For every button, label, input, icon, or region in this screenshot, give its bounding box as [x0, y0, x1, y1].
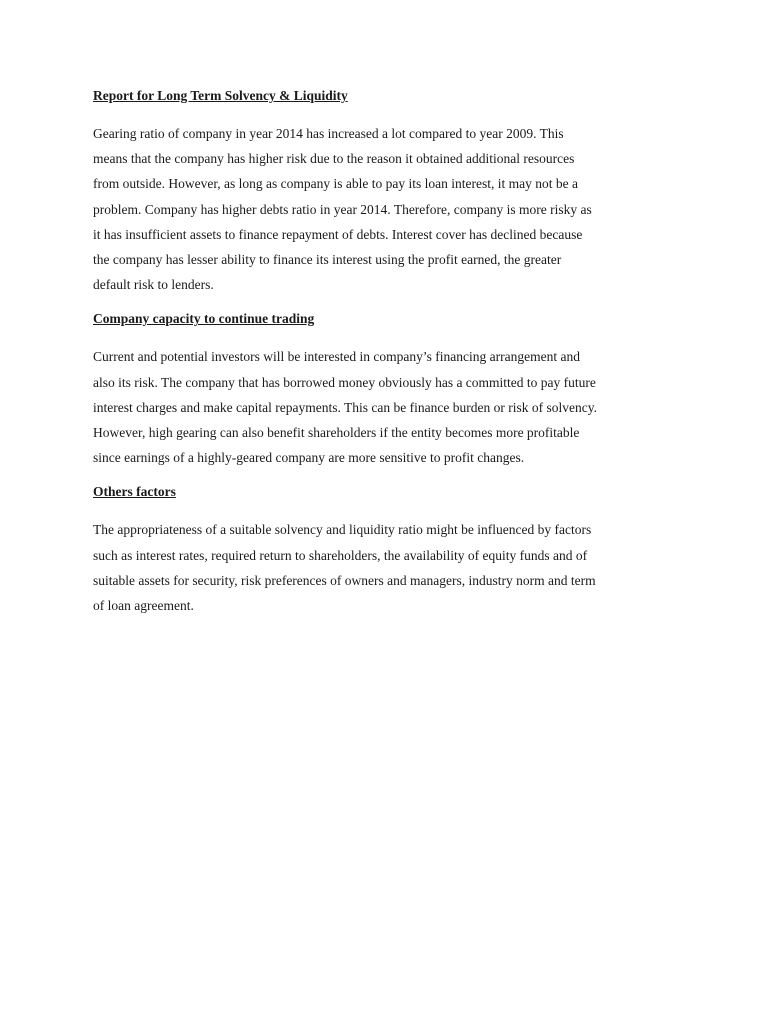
section-heading-capacity-to-trade: Company capacity to continue trading — [93, 311, 315, 327]
section-heading-solvency-liquidity: Report for Long Term Solvency & Liquidity — [93, 88, 348, 103]
paragraph-investors — [93, 344, 678, 470]
paragraph-other-factors — [93, 517, 678, 618]
text-line: since earnings of a highly-geared company are more sensitive to profit changes. — [93, 450, 525, 466]
document-page — [93, 86, 678, 618]
text-line: interest charges and make capital repayments. This can be finance burden or risk of solvency. — [93, 399, 597, 415]
text-line: from outside. However, as long as company is able to pay its loan interest, it may not be a — [93, 176, 578, 192]
text-line: of loan agreement. — [93, 598, 194, 614]
text-line: problem. Company has higher debts ratio in year 2014. Therefore, company is more risky as — [93, 201, 592, 217]
text-line: The appropriateness of a suitable solvency and liquidity ratio might be influenced by factors — [93, 522, 592, 538]
text-line: default risk to lenders. — [93, 277, 214, 293]
section-heading-other-factors: Others factors — [93, 484, 176, 500]
text-line: such as interest rates, required return to shareholders, the availability of equity funds and of — [93, 547, 588, 563]
text-line: also its risk. The company that has borrowed money obviously has a committed to pay future — [93, 374, 596, 390]
text-line: Gearing ratio of company in year 2014 has increased a lot compared to year 2009. This — [93, 126, 564, 141]
text-line: it has insufficient assets to finance repayment of debts. Interest cover has declined because — [93, 226, 583, 242]
text-line: Current and potential investors will be interested in company’s financing arrangement and — [93, 349, 580, 365]
text-line: suitable assets for security, risk preferences of owners and managers, industry norm and term — [93, 572, 596, 588]
paragraph-gearing-ratio — [93, 121, 678, 297]
text-line: the company has lesser ability to finance its interest using the profit earned, the greater — [93, 252, 562, 268]
text-line: However, high gearing can also benefit shareholders if the entity becomes more profitable — [93, 425, 580, 441]
text-line: means that the company has higher risk due to the reason it obtained additional resources — [93, 151, 575, 167]
